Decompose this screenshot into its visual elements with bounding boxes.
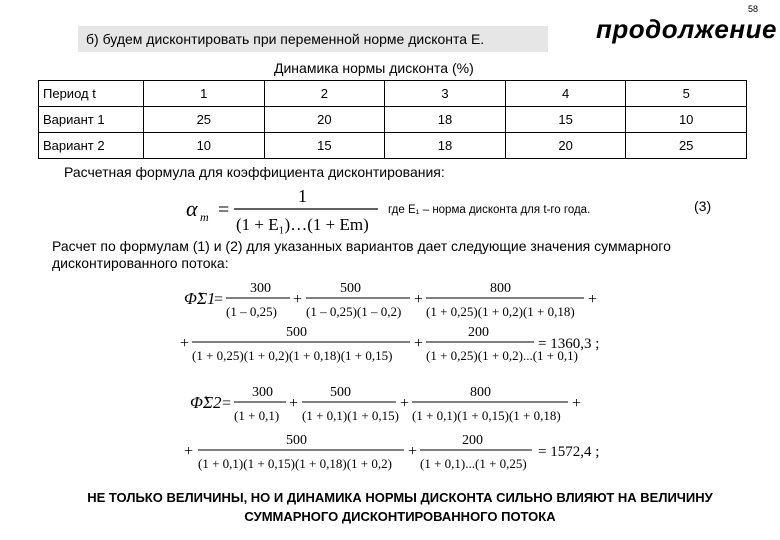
svg-text:+: + bbox=[180, 335, 190, 352]
numerator: 200 bbox=[462, 433, 483, 448]
svg-text:+: + bbox=[184, 443, 194, 460]
svg-text:+: + bbox=[572, 395, 582, 412]
alpha-symbol: α bbox=[186, 196, 198, 221]
denominator: (1 + 0,1)(1 + 0,15) bbox=[302, 408, 399, 423]
formula-numerator: 1 bbox=[298, 186, 307, 206]
alpha-subscript: m bbox=[200, 210, 209, 224]
row-label: Вариант 2 bbox=[39, 133, 144, 159]
numerator: 800 bbox=[490, 281, 511, 296]
table-cell: 5 bbox=[626, 81, 747, 107]
numerator: 800 bbox=[470, 385, 491, 400]
table-cell: 1 bbox=[144, 81, 265, 107]
slide-subtitle: б) будем дисконтировать при переменной норме дисконта Е. bbox=[78, 26, 548, 52]
numerator: 300 bbox=[252, 385, 273, 400]
numerator: 500 bbox=[340, 281, 361, 296]
conclusion: НЕ ТОЛЬКО ВЕЛИЧИНЫ, НО И ДИНАМИКА НОРМЫ ДИСКОНТА СИЛЬНО ВЛИЯЮТ НА ВЕЛИЧИНУ СУММАРНОГО ДИСКОНТИРОВАННОГО ПОТОКА bbox=[87, 490, 713, 524]
phi-sigma-2: Φ̃Σ2 bbox=[190, 393, 222, 412]
table-cell: 18 bbox=[385, 133, 506, 159]
denominator: (1 – 0,25)(1 – 0,2) bbox=[306, 304, 402, 319]
row-label: Период t bbox=[39, 81, 144, 107]
denominator: (1 + 0,1)(1 + 0,15)(1 + 0,18)(1 + 0,2) bbox=[198, 456, 392, 471]
table-cell: 15 bbox=[505, 107, 626, 133]
table-cell: 10 bbox=[626, 107, 747, 133]
svg-text:=: = bbox=[214, 291, 224, 308]
variant1-formula bbox=[180, 281, 599, 363]
svg-text:+: + bbox=[293, 291, 303, 308]
table-cell: 2 bbox=[264, 81, 385, 107]
svg-text:+: + bbox=[289, 395, 299, 412]
table-cell: 18 bbox=[385, 107, 506, 133]
svg-text:+: + bbox=[588, 291, 598, 308]
svg-text:+: + bbox=[408, 443, 418, 460]
numerator: 500 bbox=[330, 385, 351, 400]
variant1-result: = 1360,3 ; bbox=[538, 336, 600, 352]
row-label: Вариант 1 bbox=[39, 107, 144, 133]
formula-denominator: (1 + E₁)…(1 + Em) bbox=[236, 215, 369, 234]
formula-intro: Расчетная формула для коэффициента дисконтирования: bbox=[64, 164, 445, 180]
discount-coefficient-formula bbox=[186, 186, 378, 234]
phi-sigma-1: Φ̃Σ1 bbox=[184, 289, 216, 308]
denominator: (1 + 0,25)(1 + 0,2)...(1 + 0,1) bbox=[426, 348, 578, 363]
svg-text:=: = bbox=[222, 395, 232, 412]
denominator: (1 + 0,1) bbox=[234, 408, 280, 423]
variant2-result: = 1572,4 ; bbox=[538, 444, 600, 460]
page-number: 58 bbox=[748, 4, 759, 14]
numerator: 500 bbox=[286, 325, 307, 340]
table-cell: 3 bbox=[385, 81, 506, 107]
svg-text:+: + bbox=[400, 395, 410, 412]
table-cell: 20 bbox=[264, 107, 385, 133]
table-cell: 25 bbox=[144, 107, 265, 133]
denominator: (1 + 0,1)(1 + 0,15)(1 + 0,18) bbox=[412, 408, 561, 423]
table-cell: 15 bbox=[264, 133, 385, 159]
denominator: (1 + 0,25)(1 + 0,2)(1 + 0,18) bbox=[426, 304, 575, 319]
svg-text:+: + bbox=[414, 291, 424, 308]
equals-sign: = bbox=[218, 199, 230, 221]
denominator: (1 + 0,25)(1 + 0,2)(1 + 0,18)(1 + 0,15) bbox=[192, 348, 393, 363]
numerator: 300 bbox=[250, 281, 271, 296]
table-cell: 20 bbox=[505, 133, 626, 159]
formula-note: где E₁ – норма дисконта для t-го года. bbox=[388, 204, 591, 216]
table-cell: 25 bbox=[626, 133, 747, 159]
numerator: 500 bbox=[286, 433, 307, 448]
svg-text:+: + bbox=[414, 335, 424, 352]
table-caption: Динамика нормы дисконта (%) bbox=[274, 60, 474, 76]
table-cell: 10 bbox=[144, 133, 265, 159]
variant2-formula bbox=[184, 385, 599, 471]
equation-number: (3) bbox=[694, 198, 712, 214]
table-cell: 4 bbox=[505, 81, 626, 107]
denominator: (1 – 0,25) bbox=[226, 304, 277, 319]
numerator: 200 bbox=[468, 325, 489, 340]
continued-label: продолжение bbox=[596, 14, 777, 44]
denominator: (1 + 0,1)...(1 + 0,25) bbox=[420, 456, 527, 471]
calculation-intro: Расчет по формулам (1) и (2) для указанных вариантов дает следующие значения суммарного дисконтированного потока: bbox=[52, 238, 671, 271]
